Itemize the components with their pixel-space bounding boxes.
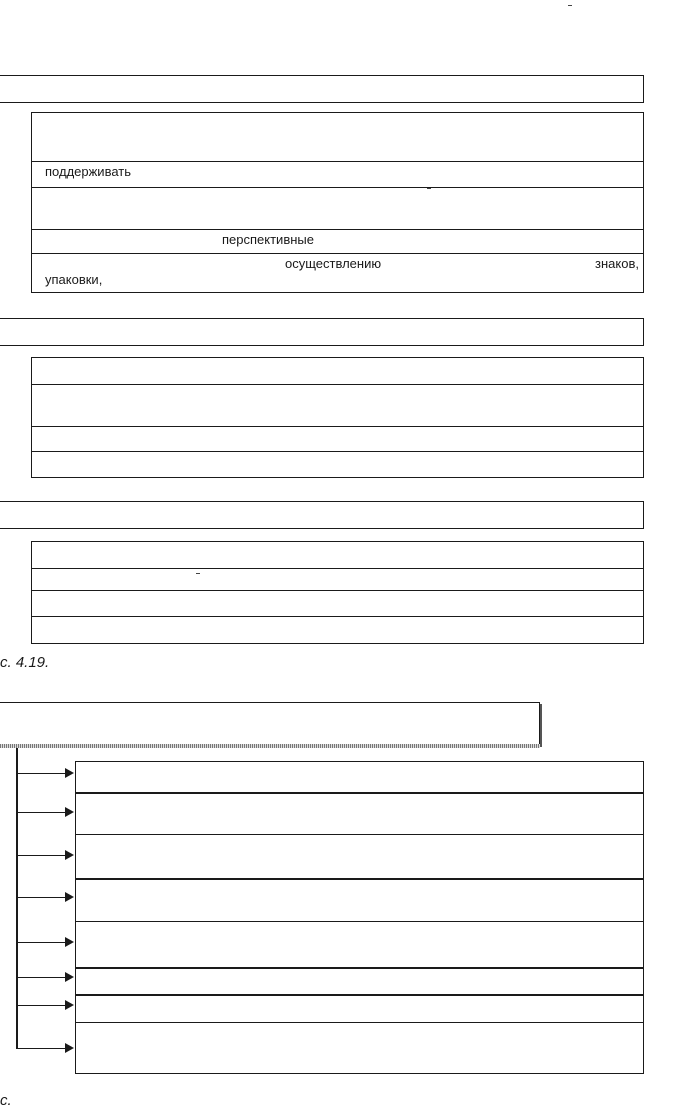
table-row: [32, 113, 643, 161]
section-3-table: [31, 541, 644, 644]
scan-speck: [427, 188, 431, 189]
diagram-target-box: [76, 878, 643, 922]
branch-line: [16, 1048, 66, 1049]
figure-caption-bottom: с.: [0, 1092, 12, 1109]
row-text-perspektivnye: перспективные: [222, 232, 314, 247]
row-text-znakov: знаков,: [595, 256, 639, 271]
arrow-icon: [65, 850, 74, 860]
section-1-header: [0, 75, 644, 103]
table-row: [32, 568, 643, 591]
table-row: [32, 161, 643, 188]
diagram-target-box: [76, 994, 643, 1023]
row-text-upakovki: упаковки,: [45, 272, 103, 287]
diagram-connector-trunk: [16, 748, 18, 1048]
diagram-target-box: [76, 792, 643, 835]
table-row: [32, 253, 643, 293]
arrow-icon: [65, 972, 74, 982]
diagram-target-box: [76, 834, 643, 879]
scan-speck: [568, 5, 572, 6]
diagram-target-box: [76, 921, 643, 968]
diagram-target-box: [76, 762, 643, 793]
table-row: [32, 358, 643, 384]
diagram-header-box: [0, 702, 540, 745]
branch-line: [16, 1005, 66, 1006]
diagram-target-box: [76, 967, 643, 995]
table-row: [32, 590, 643, 617]
table-row: [32, 616, 643, 644]
arrow-icon: [65, 937, 74, 947]
figure-caption-4-19: с. 4.19.: [0, 654, 50, 671]
branch-line: [16, 812, 66, 813]
scan-speck: [196, 573, 200, 574]
section-3-header: [0, 501, 644, 529]
table-row: [32, 542, 643, 569]
section-2-table: [31, 357, 644, 478]
table-row: [32, 426, 643, 452]
arrow-icon: [65, 1043, 74, 1053]
arrow-icon: [65, 892, 74, 902]
branch-line: [16, 773, 66, 774]
diagram-target-box: [76, 1022, 643, 1074]
section-2-header: [0, 318, 644, 346]
branch-line: [16, 977, 66, 978]
row-text-osushchestvleniyu: осуществлению: [285, 256, 382, 271]
table-row: [32, 187, 643, 229]
diagram-header-underline: [0, 744, 540, 748]
branch-line: [16, 942, 66, 943]
table-row: [32, 384, 643, 427]
diagram-target-stack: [75, 761, 644, 1074]
table-row: [32, 451, 643, 478]
branch-line: [16, 855, 66, 856]
arrow-icon: [65, 807, 74, 817]
arrow-icon: [65, 1000, 74, 1010]
section-1-table: [31, 112, 644, 293]
table-row: [32, 229, 643, 254]
arrow-icon: [65, 768, 74, 778]
branch-line: [16, 897, 66, 898]
row-text-podderzhivat: поддерживать: [45, 164, 132, 179]
